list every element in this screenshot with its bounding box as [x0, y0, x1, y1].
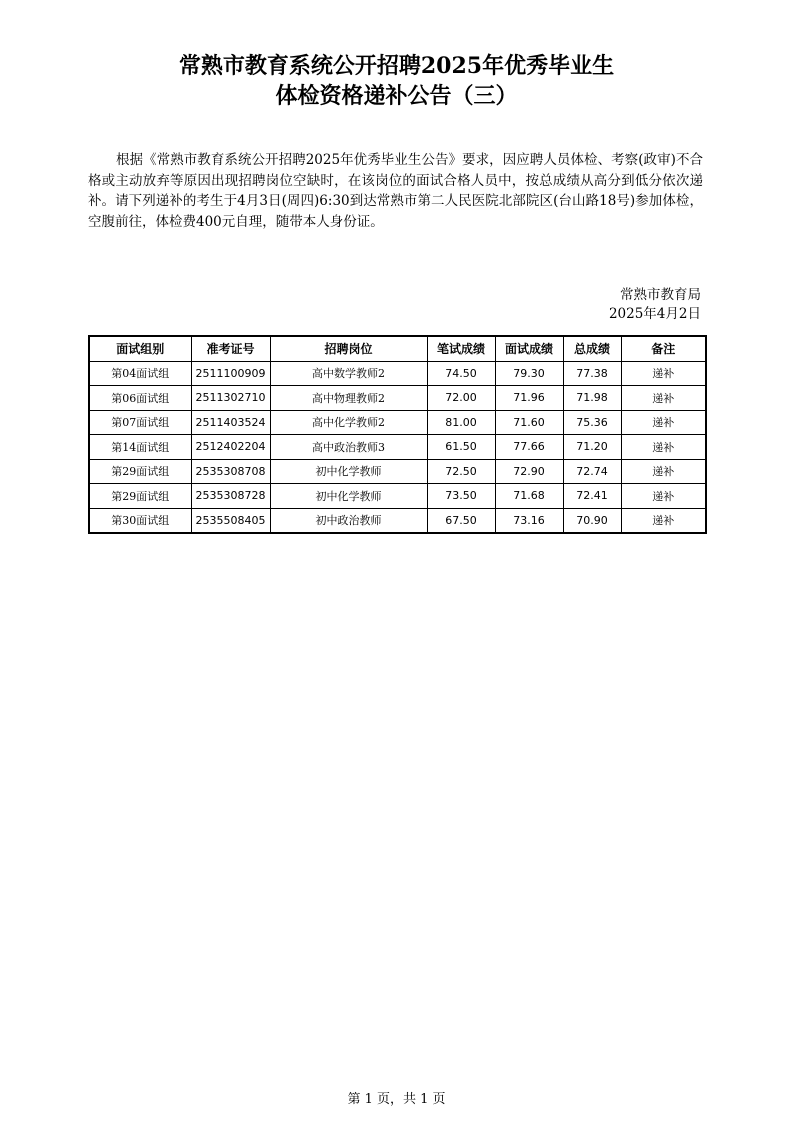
cell-remark: 递补 — [621, 361, 706, 386]
cell-written-score: 67.50 — [427, 508, 495, 533]
cell-position: 高中化学教师2 — [270, 410, 427, 435]
table-row — [89, 508, 706, 533]
candidate-table — [88, 335, 707, 534]
cell-remark: 递补 — [621, 410, 706, 435]
cell-exam-id: 2535308708 — [191, 459, 270, 484]
cell-written-score: 72.50 — [427, 459, 495, 484]
table-row — [89, 410, 706, 435]
cell-group: 第14面试组 — [89, 435, 191, 460]
header-group: 面试组别 — [89, 336, 191, 361]
cell-written-score: 73.50 — [427, 484, 495, 509]
cell-total-score: 71.20 — [563, 435, 621, 460]
cell-exam-id: 2511302710 — [191, 386, 270, 411]
cell-position: 初中化学教师 — [270, 459, 427, 484]
cell-group: 第29面试组 — [89, 459, 191, 484]
announcement-body: 根据《常熟市教育系统公开招聘2025年优秀毕业生公告》要求，因应聘人员体检、考察(政审)不合格或主动放弃等原因出现招聘岗位空缺时，在该岗位的面试合格人员中，按总成绩从高分到低分依次递补。请下列递补的考生于4月3日(周四)6:30到达常熟市第二人民医院北部院区(台山路18号)参加体检，空腹前往，体检费400元自理，随带本人身份证。 — [88, 152, 703, 230]
page-footer: 第 1 页，共 1 页 — [347, 1092, 446, 1107]
table-header-row — [89, 336, 706, 361]
cell-group: 第30面试组 — [89, 508, 191, 533]
cell-total-score: 71.98 — [563, 386, 621, 411]
table-row — [89, 435, 706, 460]
cell-remark: 递补 — [621, 459, 706, 484]
page-title-line-1: 常熟市教育系统公开招聘2025年优秀毕业生 — [178, 53, 615, 79]
header-written-score: 笔试成绩 — [427, 336, 495, 361]
cell-interview-score: 77.66 — [495, 435, 563, 460]
cell-group: 第07面试组 — [89, 410, 191, 435]
header-exam-id: 准考证号 — [191, 336, 270, 361]
table-row — [89, 484, 706, 509]
cell-interview-score: 71.60 — [495, 410, 563, 435]
cell-written-score: 61.50 — [427, 435, 495, 460]
cell-remark: 递补 — [621, 435, 706, 460]
cell-interview-score: 73.16 — [495, 508, 563, 533]
cell-exam-id: 2535308728 — [191, 484, 270, 509]
cell-total-score: 72.74 — [563, 459, 621, 484]
table-row — [89, 386, 706, 411]
cell-remark: 递补 — [621, 386, 706, 411]
cell-group: 第04面试组 — [89, 361, 191, 386]
cell-interview-score: 79.30 — [495, 361, 563, 386]
cell-total-score: 72.41 — [563, 484, 621, 509]
cell-position: 初中化学教师 — [270, 484, 427, 509]
cell-group: 第29面试组 — [89, 484, 191, 509]
cell-written-score: 74.50 — [427, 361, 495, 386]
header-total-score: 总成绩 — [563, 336, 621, 361]
cell-remark: 递补 — [621, 484, 706, 509]
table-row — [89, 459, 706, 484]
cell-exam-id: 2511403524 — [191, 410, 270, 435]
cell-total-score: 77.38 — [563, 361, 621, 386]
cell-interview-score: 72.90 — [495, 459, 563, 484]
cell-position: 初中政治教师 — [270, 508, 427, 533]
cell-exam-id: 2535508405 — [191, 508, 270, 533]
cell-exam-id: 2512402204 — [191, 435, 270, 460]
cell-exam-id: 2511100909 — [191, 361, 270, 386]
cell-written-score: 72.00 — [427, 386, 495, 411]
cell-total-score: 70.90 — [563, 508, 621, 533]
cell-interview-score: 71.96 — [495, 386, 563, 411]
cell-written-score: 81.00 — [427, 410, 495, 435]
cell-position: 高中物理教师2 — [270, 386, 427, 411]
header-remark: 备注 — [621, 336, 706, 361]
cell-interview-score: 71.68 — [495, 484, 563, 509]
cell-total-score: 75.36 — [563, 410, 621, 435]
cell-position: 高中政治教师3 — [270, 435, 427, 460]
cell-position: 高中数学教师2 — [270, 361, 427, 386]
table-row — [89, 361, 706, 386]
cell-group: 第06面试组 — [89, 386, 191, 411]
page-title-line-2: 体检资格递补公告（三） — [275, 83, 518, 109]
header-interview-score: 面试成绩 — [495, 336, 563, 361]
header-position: 招聘岗位 — [270, 336, 427, 361]
signature-organization: 常熟市教育局 — [620, 287, 701, 303]
signature-date: 2025年4月2日 — [608, 306, 701, 322]
cell-remark: 递补 — [621, 508, 706, 533]
